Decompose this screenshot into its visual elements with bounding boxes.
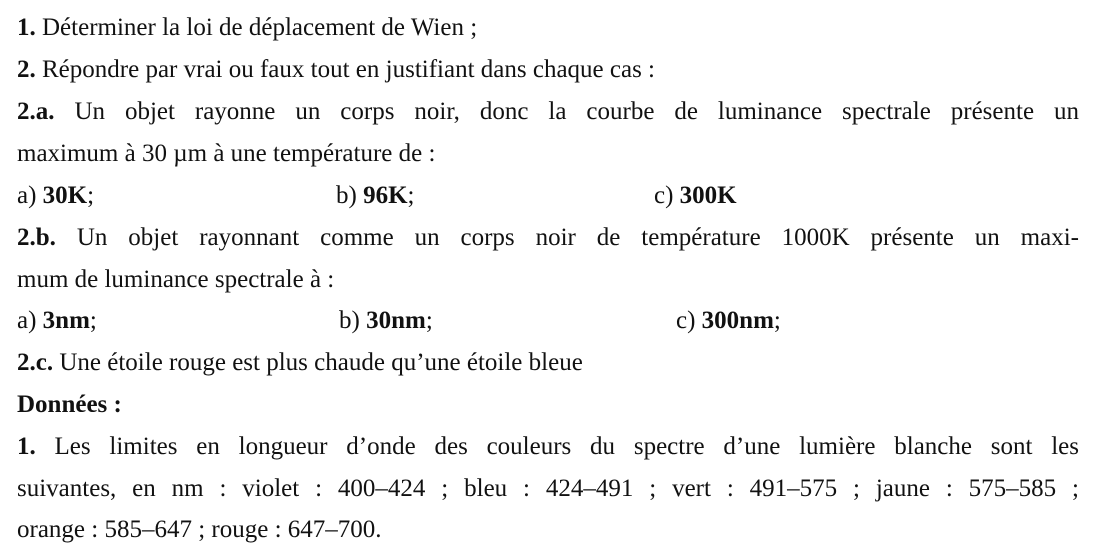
choice-value: 96K: [363, 182, 408, 209]
question-2b-line-1: [17, 223, 1079, 253]
question-2c-number: 2.c.: [17, 349, 54, 376]
question-1-text: Déterminer la loi de déplacement de Wien ;: [42, 14, 478, 41]
question-2c: [17, 348, 1079, 378]
choice-separator: ;: [87, 182, 95, 209]
question-2c-text: Une étoile rouge est plus chaude qu’une étoile bleue: [59, 349, 583, 376]
choice-value: 300nm: [701, 307, 774, 334]
question-2-number: 2.: [17, 56, 36, 83]
question-2a-number: 2.a.: [17, 98, 55, 125]
choice-separator: ;: [89, 307, 97, 334]
question-2b-choice-a: [17, 306, 97, 336]
choice-separator: ;: [773, 307, 781, 334]
question-2a-text-line-2: maximum à 30 µm à une température de :: [17, 140, 436, 167]
question-1-number: 1.: [17, 14, 36, 41]
question-2b-number: 2.b.: [17, 224, 56, 251]
question-2a-choice-b: [336, 181, 414, 211]
donnees-item-1-number: 1.: [17, 433, 36, 460]
choice-separator: ;: [425, 307, 433, 334]
choice-label: b): [339, 307, 360, 334]
choice-label: c): [676, 307, 696, 334]
question-2b-text-line-2: mum de luminance spectrale à :: [17, 266, 335, 293]
question-2a-line-2: [17, 139, 1079, 169]
choice-label: a): [17, 182, 37, 209]
donnees-heading-text: Données :: [17, 391, 122, 418]
donnees-item-1-text-line-1: Les limites en longueur d’onde des couleurs du spectre d’une lumière blanche sont les: [54, 433, 1079, 460]
donnees-item-1-text-line-2: suivantes, en nm : violet : 400–424 ; bleu : 424–491 ; vert : 491–575 ; jaune : 575–585 ;: [17, 475, 1079, 502]
donnees-item-1-line-1: [17, 432, 1079, 462]
question-2b-choice-c: [676, 306, 781, 336]
choice-value: 30nm: [366, 307, 426, 334]
choice-value: 3nm: [42, 307, 90, 334]
question-2-text: Répondre par vrai ou faux tout en justifiant dans chaque cas :: [42, 56, 656, 83]
choice-label: a): [17, 307, 37, 334]
choice-separator: ;: [407, 182, 415, 209]
question-2: [17, 55, 1079, 85]
question-1: [17, 13, 1079, 43]
question-2b-text-line-1: Un objet rayonnant comme un corps noir de température 1000K présente un maxi-: [76, 224, 1079, 251]
choice-value: 30K: [42, 182, 88, 209]
choice-label: c): [654, 182, 674, 209]
choice-label: b): [336, 182, 357, 209]
question-2a-text-line-1: Un objet rayonne un corps noir, donc la courbe de luminance spectrale présente un: [74, 98, 1079, 125]
donnees-item-1-text-line-3: orange : 585–647 ; rouge : 647–700.: [17, 516, 382, 543]
question-2b-line-2: [17, 265, 1079, 295]
question-2a-line-1: [17, 97, 1079, 127]
question-2a-choice-c: [654, 181, 737, 211]
choice-value: 300K: [679, 182, 737, 209]
donnees-item-1-line-3: [17, 515, 1079, 545]
donnees-item-1-line-2: [17, 474, 1079, 504]
donnees-heading: [17, 390, 1079, 420]
question-2b-choice-b: [339, 306, 433, 336]
question-2a-choice-a: [17, 181, 94, 211]
